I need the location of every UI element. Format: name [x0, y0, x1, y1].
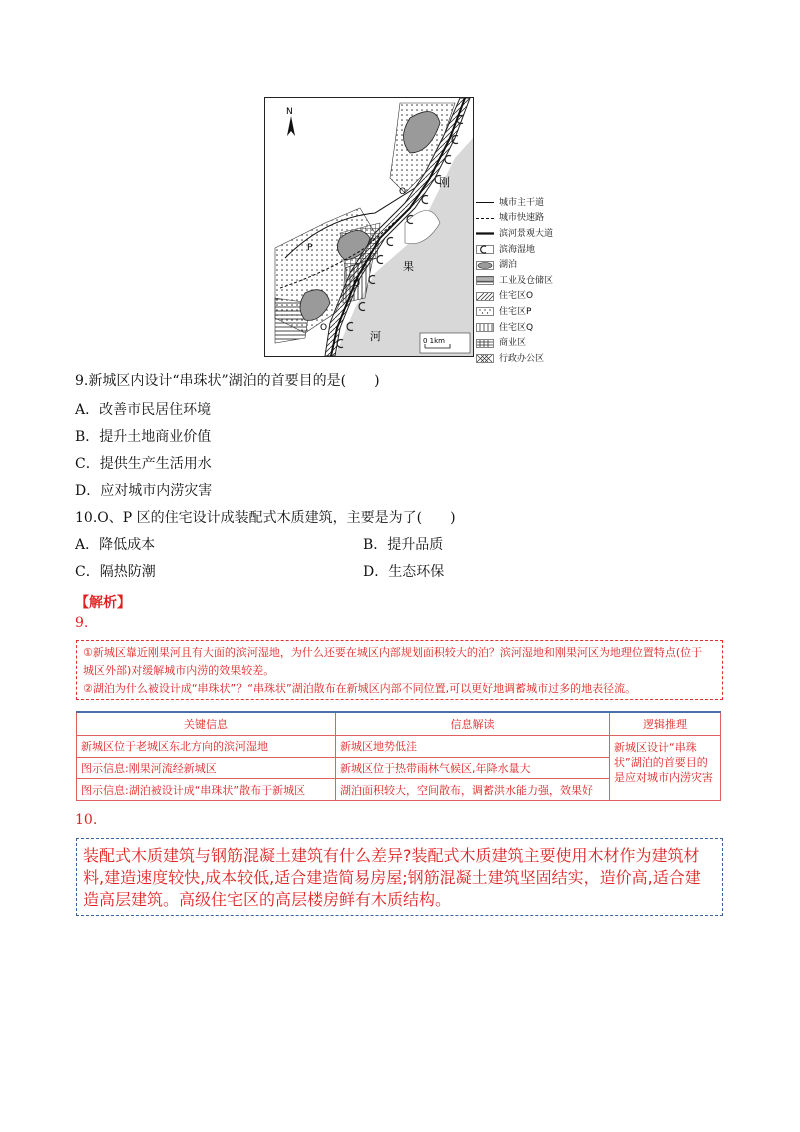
- river-label-3: 河: [370, 330, 381, 343]
- q10-option-d[interactable]: D．生态环保: [363, 564, 445, 580]
- table-cell: 湖泊面积较大，空间散布，调蓄洪水能力强，效果好: [336, 779, 610, 801]
- legend-item: [476, 351, 576, 367]
- north-label: N: [286, 107, 293, 117]
- q10-option-b[interactable]: B．提升品质: [363, 537, 444, 553]
- note-paragraph: 装配式木质建筑与钢筋混凝土建筑有什么差异?装配式木质建筑主要使用木材作为建筑材料,建造速度较快,成本较低,适合建造简易房屋;钢筋混凝土建筑坚固结实，造价高,适合建造高层建筑。高级住宅区的高层楼房鲜有木质结构。: [83, 846, 701, 909]
- legend-label: 湖泊: [499, 260, 518, 271]
- legend-item: [476, 320, 576, 336]
- question-10-stem: 10.O、P 区的住宅设计成装配式木质建筑，主要是为了( ): [75, 510, 456, 526]
- legend-label: 住宅区O: [499, 291, 534, 302]
- legend-label: 工业及仓储区: [499, 275, 554, 286]
- horizontal-stripe-icon: [476, 276, 494, 285]
- cross-hatch-icon: [476, 354, 494, 363]
- map-drawing: [265, 98, 473, 356]
- analysis-note-box-9: [76, 640, 723, 700]
- legend-item: [476, 273, 576, 289]
- zone-o-label-1: O: [399, 187, 407, 197]
- map-figure: [264, 97, 564, 362]
- note-line: 城区外部)对缓解城市内涝的效果较差。: [83, 664, 275, 677]
- legend-item: [476, 289, 576, 305]
- map-legend: [476, 195, 576, 367]
- legend-label: 城市主干道: [499, 197, 545, 208]
- legend-label: 住宅区P: [499, 306, 532, 317]
- table-row: [77, 736, 721, 758]
- legend-item: [476, 211, 576, 227]
- river-label-2: 果: [403, 260, 414, 273]
- diagonal-hatch-icon: [476, 292, 494, 301]
- legend-label: 商业区: [499, 338, 527, 349]
- question-9-stem: 9.新城区内设计“串珠状”湖泊的首要目的是( ): [75, 373, 380, 389]
- legend-item: [476, 242, 576, 258]
- logic-table: [76, 711, 721, 801]
- analysis-note-box-10: [76, 838, 723, 916]
- solid-thin-line-icon: [476, 198, 494, 207]
- table-header-row: [77, 712, 721, 736]
- dashed-line-icon: [476, 214, 494, 223]
- zone-q-label: Q: [353, 279, 361, 289]
- legend-label: 住宅区Q: [499, 322, 534, 333]
- scale-label: 0 1km: [423, 337, 446, 345]
- table-cell: 新城区位于老城区东北方向的滨河湿地: [77, 736, 336, 758]
- q9-option-b[interactable]: B．提升土地商业价值: [75, 429, 212, 445]
- table-header: 信息解读: [336, 712, 610, 736]
- north-arrow-icon: [287, 116, 295, 136]
- legend-item: [476, 195, 576, 211]
- zone-o-label-2: O: [320, 323, 328, 333]
- grid-hatch-icon: [476, 339, 494, 348]
- legend-label: 行政办公区: [499, 353, 545, 364]
- legend-item: [476, 304, 576, 320]
- legend-item: [476, 335, 576, 351]
- table-header: 关键信息: [77, 712, 336, 736]
- q9-option-a[interactable]: A．改善市民居住环境: [75, 402, 212, 418]
- dotted-icon: [476, 307, 494, 316]
- legend-label: 城市快速路: [499, 213, 545, 224]
- legend-item: [476, 226, 576, 242]
- legend-label: 滨海湿地: [499, 244, 536, 255]
- vertical-stripe-icon: [476, 323, 494, 332]
- analysis-number-10: 10.: [75, 812, 98, 828]
- legend-item: [476, 257, 576, 273]
- table-cell: 图示信息:湖泊被设计成“串珠状”散布于新城区: [77, 779, 336, 801]
- lake-gray-icon: [476, 261, 494, 270]
- note-line: ②湖泊为什么被设计成“串珠状”？“串珠状”湖泊散布在新城区内部不同位置,可以更好地调蓄城市过多的地表径流。: [83, 682, 637, 695]
- analysis-heading: 【解析】: [75, 595, 131, 611]
- crescent-marsh-icon: [476, 245, 494, 254]
- table-conclusion: 新城区设计“串珠状”湖泊的首要目的是应对城市内涝灾害: [610, 736, 721, 801]
- analysis-number-9: 9.: [75, 615, 89, 631]
- table-header: 逻辑推理: [610, 712, 721, 736]
- q9-option-d[interactable]: D．应对城市内涝灾害: [75, 483, 213, 499]
- map-frame: [264, 97, 474, 357]
- note-line: ①新城区靠近刚果河且有大面的滨河湿地，为什么还要在城区内部规划面积较大的泊？滨河湿地和刚果河区为地理位置特点(位于: [83, 646, 703, 659]
- river-label-1: 刚: [439, 176, 450, 189]
- q9-option-c[interactable]: C．提供生产生活用水: [75, 456, 212, 472]
- zone-p-label: P: [307, 243, 313, 253]
- solid-thick-line-icon: [476, 229, 494, 238]
- q10-option-a[interactable]: A．降低成本: [75, 537, 156, 553]
- legend-label: 滨河景观大道: [499, 228, 554, 239]
- table-cell: 新城区地势低洼: [336, 736, 610, 758]
- q10-option-c[interactable]: C．隔热防潮: [75, 564, 156, 580]
- table-cell: 新城区位于热带雨林气候区,年降水量大: [336, 757, 610, 779]
- table-cell: 图示信息:刚果河流经新城区: [77, 757, 336, 779]
